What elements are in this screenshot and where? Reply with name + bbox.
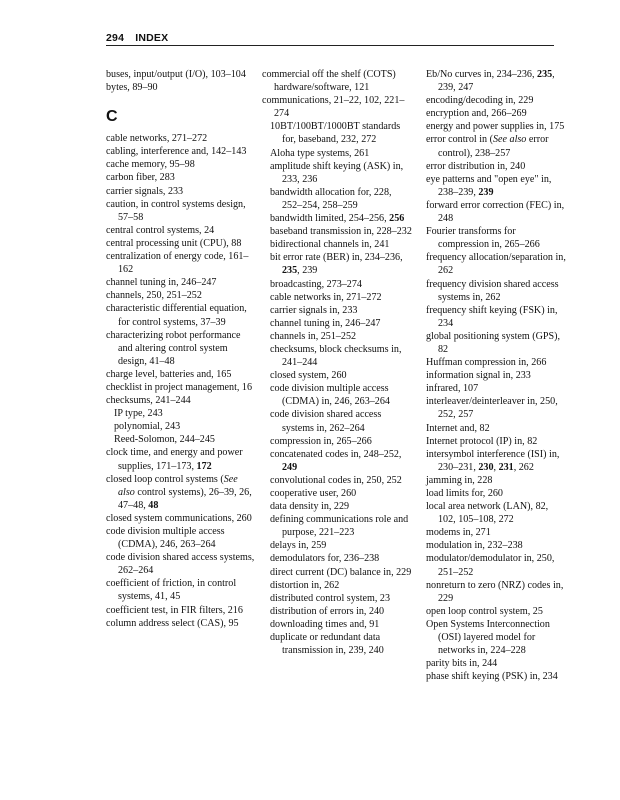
entry-text: cable networks, 271–272 (106, 133, 208, 145)
entry-text: jamming in, 228 (426, 474, 493, 486)
index-subentry (418, 618, 568, 657)
index-column-2 (262, 68, 412, 657)
index-entry (106, 289, 256, 302)
entry-text: code division multiple access (CDMA) in, 246, 263–264 (270, 383, 390, 408)
bold-page-ref: 235 (282, 265, 298, 277)
index-entry (106, 617, 256, 630)
index-subentry (418, 160, 568, 173)
entry-text: code division shared access systems in, 262–264 (270, 409, 382, 434)
index-entry (106, 525, 256, 551)
entry-text: baseband transmission in, 228–232 (270, 226, 412, 238)
entry-text: frequency shift keying (FSK) in, 234 (426, 304, 558, 329)
index-subentry (418, 369, 568, 382)
entry-text: encryption and, 266–269 (426, 108, 527, 120)
entry-text: bidirectional channels in, 241 (270, 239, 390, 251)
entry-text: bandwidth limited, 254–256, (270, 213, 390, 225)
section-letter: C (106, 108, 118, 126)
entry-text: distributed control system, 23 (270, 592, 390, 604)
index-subentry (418, 107, 568, 120)
index-subentry (418, 356, 568, 369)
entry-text: control systems), 26–39, 26, 47–48, (118, 486, 252, 511)
index-subentry (418, 474, 568, 487)
entry-text: characterizing robot performance and altering control system design, 41–48 (106, 329, 241, 367)
entry-text: closed system, 260 (270, 370, 347, 382)
entry-text: , 262 (513, 461, 534, 473)
entry-text: nonreturn to zero (NRZ) codes in, 229 (426, 579, 564, 604)
page-title: INDEX (135, 32, 169, 44)
index-subentry (418, 395, 568, 421)
entry-text: column address select (CAS), 95 (106, 617, 239, 629)
see-also-text: See also (493, 134, 527, 146)
index-subentry (106, 433, 256, 446)
entry-text: Huffman compression in, 266 (426, 357, 547, 369)
entry-text: cooperative user, 260 (270, 488, 357, 499)
index-entry (106, 198, 256, 224)
index-entry (106, 551, 256, 577)
index-subentry (418, 657, 568, 670)
entry-text: frequency division shared access systems in, 262 (426, 278, 559, 303)
index-subentry (262, 566, 412, 579)
entry-text: coefficient test, in FIR filters, 216 (106, 604, 243, 616)
entry-text: downloading times and, 91 (270, 618, 380, 630)
index-subentry (418, 500, 568, 526)
entry-text: interleaver/deinterleaver in, 250, 252, 257 (426, 396, 558, 421)
index-subentry (262, 186, 412, 212)
entry-text: cabling, interference and, 142–143 (106, 146, 247, 158)
index-subentry (262, 513, 412, 539)
index-column-3 (418, 68, 568, 683)
index-subentry (106, 420, 256, 433)
entry-text: IP type, 243 (114, 408, 163, 420)
entry-text: modulation in, 232–238 (426, 540, 523, 552)
index-entry (262, 68, 412, 94)
index-entry (262, 94, 412, 120)
entry-text: channels in, 251–252 (270, 330, 357, 342)
index-subentry (262, 448, 412, 474)
bold-page-ref: 256 (389, 213, 405, 225)
index-entry (106, 171, 256, 184)
entry-text: infrared, 107 (426, 383, 479, 395)
entry-text: Fourier transforms for compression in, 265–266 (426, 226, 540, 251)
index-subentry (262, 500, 412, 513)
entry-text: 10BT/100BT/1000BT standards for, baseband, 232, 272 (270, 121, 401, 146)
entry-text: local area network (LAN), 82, 102, 105–108, 272 (426, 501, 549, 526)
index-subentry (262, 382, 412, 408)
entry-text: global positioning system (GPS), 82 (426, 330, 561, 355)
index-column-1 (106, 68, 256, 630)
index-subentry (418, 278, 568, 304)
entry-text: code division shared access systems, 262–264 (106, 552, 255, 577)
index-entry (106, 224, 256, 237)
entry-text: code division multiple access (CDMA), 246, 263–264 (106, 526, 225, 551)
index-subentry (262, 317, 412, 330)
index-subentry (418, 605, 568, 618)
index-subentry (262, 147, 412, 160)
entry-text: , 239 (297, 265, 318, 277)
bold-page-ref: 230 (478, 461, 494, 473)
index-subentry (262, 120, 412, 146)
running-header (106, 32, 554, 46)
index-subentry (106, 407, 256, 420)
entry-text: phase shift keying (PSK) in, 234 (426, 671, 558, 683)
entry-text: carrier signals in, 233 (270, 304, 358, 316)
index-entry (106, 237, 256, 250)
bold-page-ref: 249 (282, 461, 298, 473)
index-subentry (418, 304, 568, 330)
entry-text: closed loop control systems ( (106, 473, 224, 485)
index-entry (106, 276, 256, 289)
index-subentry (418, 173, 568, 199)
bold-page-ref: 235 (537, 69, 553, 80)
index-entry (106, 368, 256, 381)
index-subentry (418, 133, 568, 159)
entry-text: open loop control system, 25 (426, 605, 543, 617)
index-entry (106, 512, 256, 525)
index-entry (106, 81, 256, 94)
bold-page-ref: 231 (498, 461, 514, 473)
index-entry (106, 446, 256, 472)
entry-text: coefficient of friction, in control systems, 41, 45 (106, 578, 237, 603)
entry-text: convolutional codes in, 250, 252 (270, 474, 402, 486)
index-subentry (262, 225, 412, 238)
entry-text: bandwidth allocation for, 228, 252–254, 258–259 (270, 186, 392, 211)
index-subentry (418, 539, 568, 552)
entry-text: delays in, 259 (270, 540, 327, 552)
index-subentry (262, 160, 412, 186)
index-entry (106, 381, 256, 394)
index-subentry (262, 278, 412, 291)
entry-text: checklist in project management, 16 (106, 381, 253, 393)
entry-text: , 239, 247 (438, 69, 555, 94)
index-subentry (262, 539, 412, 552)
entry-text: information signal in, 233 (426, 370, 531, 382)
index-subentry (262, 408, 412, 434)
entry-text: Internet and, 82 (426, 422, 490, 434)
entry-text: communications, 21–22, 102, 221–274 (262, 95, 405, 120)
entry-text: clock time, and energy and power supplies, 171–173, (106, 447, 243, 472)
entry-text: error distribution in, 240 (426, 160, 526, 172)
entry-text: distortion in, 262 (270, 579, 340, 591)
index-entry (106, 302, 256, 328)
entry-text: central control systems, 24 (106, 224, 215, 236)
index-entry (106, 145, 256, 158)
entry-text: direct current (DC) balance in, 229 (270, 566, 412, 578)
index-entry (106, 473, 256, 512)
index-subentry (418, 94, 568, 107)
index-subentry (418, 487, 568, 500)
index-subentry (262, 474, 412, 487)
entry-text: bytes, 89–90 (106, 82, 158, 94)
index-subentry (418, 330, 568, 356)
entry-text: centralization of energy code, 161–162 (106, 251, 249, 276)
entry-text: modems in, 271 (426, 527, 491, 539)
entry-text: carrier signals, 233 (106, 185, 184, 197)
entry-text: demodulators for, 236–238 (270, 553, 380, 565)
entry-text: broadcasting, 273–274 (270, 278, 362, 290)
entry-text: data density in, 229 (270, 501, 350, 513)
see-also-text: See also (118, 473, 238, 498)
entry-text: error control in ( (426, 134, 493, 146)
entry-text: buses, input/output (I/O), 103–104 (106, 69, 246, 80)
index-subentry (418, 579, 568, 605)
entry-text: channels, 250, 251–252 (106, 290, 202, 302)
index-subentry (418, 526, 568, 539)
index-subentry (262, 579, 412, 592)
index-subentry (418, 552, 568, 578)
index-subentry (262, 487, 412, 500)
index-subentry (418, 199, 568, 225)
entry-text: cable networks in, 271–272 (270, 291, 382, 303)
entry-text: Open Systems Interconnection (OSI) layered model for networks in, 224–228 (426, 618, 550, 657)
entry-text: amplitude shift keying (ASK) in, 233, 236 (270, 160, 404, 185)
index-subentry (262, 291, 412, 304)
entry-text: closed system communications, 260 (106, 512, 252, 524)
index-subentry (262, 238, 412, 251)
index-subentry (418, 448, 568, 474)
index-entry (106, 329, 256, 368)
index-subentry (418, 670, 568, 683)
entry-text: channel tuning in, 246–247 (106, 277, 217, 289)
index-entry (106, 577, 256, 603)
entry-text: compression in, 265–266 (270, 435, 372, 447)
entry-text: charge level, batteries and, 165 (106, 368, 232, 380)
entry-text: polynomial, 243 (114, 421, 181, 433)
header-rule (106, 45, 554, 46)
entry-text: intersymbol interference (ISI) in, 230–231, (426, 448, 560, 473)
bold-page-ref: 48 (148, 499, 159, 511)
entry-text: eye patterns and "open eye" in, 238–239, (426, 173, 552, 198)
index-entry (106, 394, 256, 407)
index-subentry (262, 212, 412, 225)
entry-text: carbon fiber, 283 (106, 172, 175, 184)
entry-text: commercial off the shelf (COTS) hardware/software, 121 (262, 69, 396, 94)
index-subentry (418, 120, 568, 133)
entry-text: cache memory, 95–98 (106, 159, 195, 171)
bold-page-ref: 172 (196, 460, 212, 472)
index-subentry (418, 435, 568, 448)
entry-text: distribution of errors in, 240 (270, 605, 385, 617)
index-subentry (262, 251, 412, 277)
index-subentry (262, 592, 412, 605)
entry-text: defining communications role and purpose, 221–223 (270, 514, 409, 539)
index-subentry (262, 369, 412, 382)
index-subentry (418, 68, 568, 94)
entry-text: central processing unit (CPU), 88 (106, 237, 242, 249)
index-subentry (418, 422, 568, 435)
entry-text: error control), 238–257 (438, 134, 549, 159)
entry-text: Internet protocol (IP) in, 82 (426, 435, 538, 447)
index-subentry (262, 330, 412, 343)
entry-text: forward error correction (FEC) in, 248 (426, 199, 565, 225)
index-subentry (262, 618, 412, 631)
entry-text: caution, in control systems design, 57–58 (106, 198, 246, 223)
entry-text: encoding/decoding in, 229 (426, 95, 534, 107)
index-entry (106, 158, 256, 171)
entry-text: checksums, block checksums in, 241–244 (270, 343, 402, 369)
entry-text: modulator/demodulator in, 250, 251–252 (426, 553, 555, 578)
page-number: 294 (106, 32, 125, 44)
index-subentry (418, 251, 568, 277)
index-subentry (418, 382, 568, 395)
entry-text: frequency allocation/separation in, 262 (426, 252, 566, 277)
index-entry (106, 132, 256, 145)
index-subentry (262, 631, 412, 657)
entry-text: concatenated codes in, 248–252, (270, 448, 402, 460)
entry-text: energy and power supplies in, 175 (426, 121, 565, 133)
index-entry (106, 68, 256, 81)
entry-text: channel tuning in, 246–247 (270, 317, 381, 329)
index-subentry (262, 343, 412, 369)
entry-text: Eb/No curves in, 234–236, (426, 69, 538, 80)
bold-page-ref: 239 (478, 186, 494, 198)
entry-text: duplicate or redundant data transmission in, 239, 240 (270, 632, 384, 657)
index-subentry (262, 435, 412, 448)
entry-text: bit error rate (BER) in, 234–236, (270, 252, 403, 264)
entry-text: , (493, 461, 499, 473)
index-subentry (418, 225, 568, 251)
index-subentry (262, 304, 412, 317)
entry-text: Reed-Solomon, 244–245 (114, 434, 215, 446)
entry-text: Aloha type systems, 261 (270, 147, 370, 159)
index-entry (106, 604, 256, 617)
index-subentry (262, 552, 412, 565)
index-entry (106, 250, 256, 276)
entry-text: checksums, 241–244 (106, 395, 191, 407)
entry-text: load limits for, 260 (426, 488, 503, 499)
index-entry (106, 185, 256, 198)
entry-text: parity bits in, 244 (426, 658, 498, 670)
entry-text: characteristic differential equation, for control systems, 37–39 (106, 303, 247, 328)
index-subentry (262, 605, 412, 618)
